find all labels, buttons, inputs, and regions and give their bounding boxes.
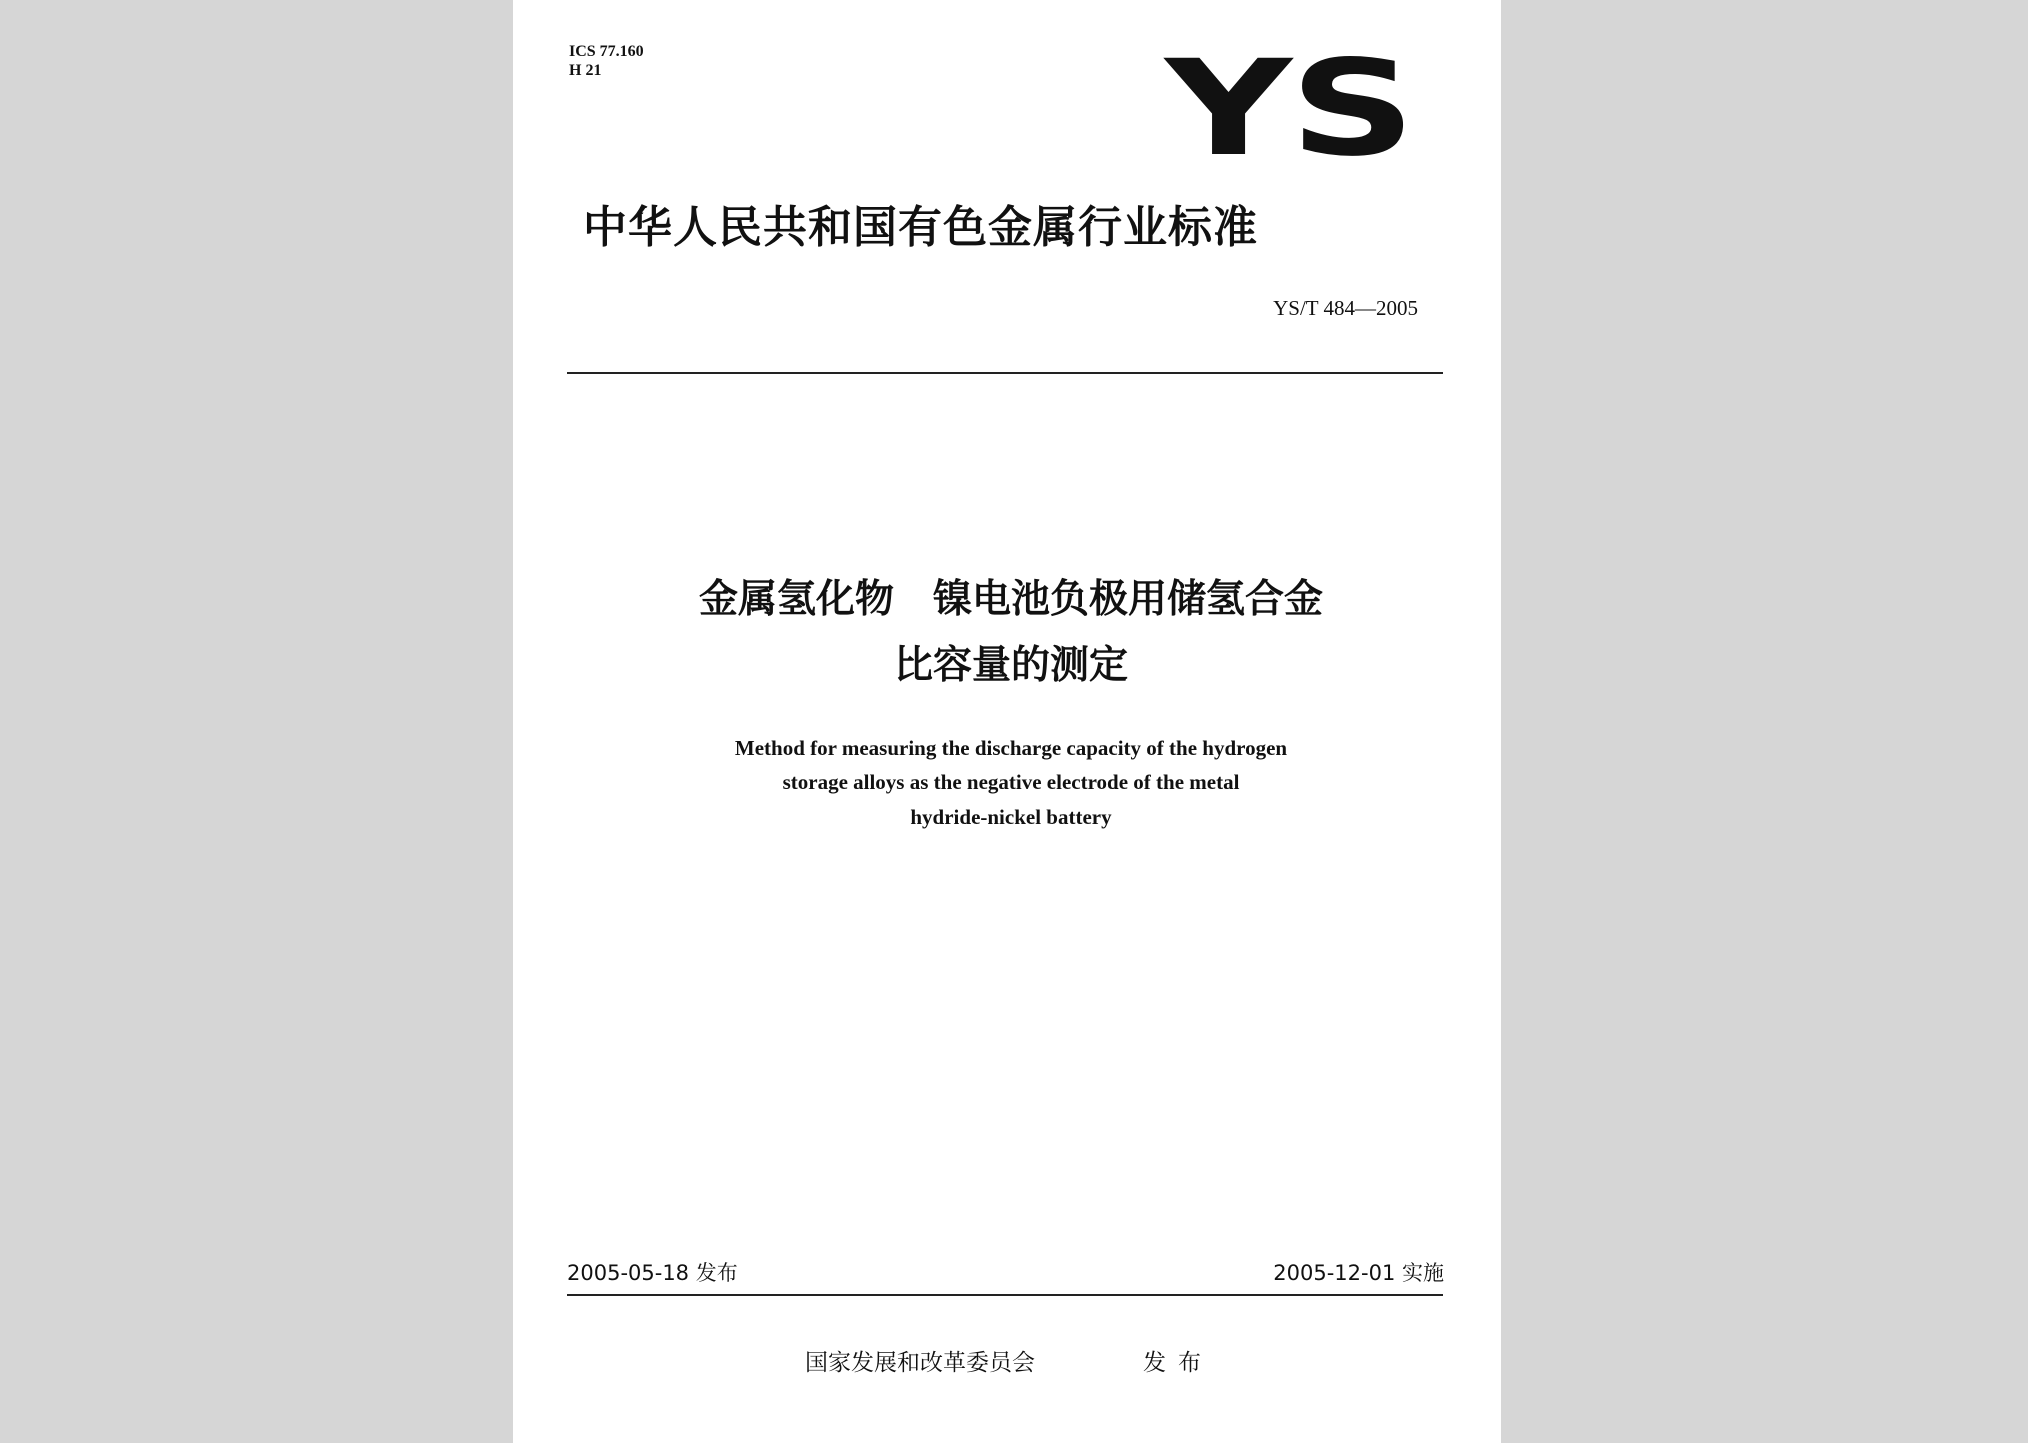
top-divider — [567, 372, 1443, 374]
implementation-date: 2005-12-01 实施 — [1273, 1261, 1444, 1285]
english-title-line-1: Method for measuring the discharge capacity of the hydrogen — [734, 736, 1288, 760]
chinese-title-line-2: 比容量的测定 — [893, 643, 1128, 688]
issue-date: 2005-05-18 发布 — [567, 1261, 738, 1285]
chinese-title-line-1: 金属氢化物 镍电池负极用储氢合金 — [698, 577, 1323, 622]
ccs-code: H 21 — [569, 62, 602, 79]
industry-standard-title: 中华人民共和国有色金属行业标准 — [583, 202, 1258, 253]
bottom-divider — [567, 1294, 1443, 1296]
ics-code: ICS 77.160 — [569, 43, 644, 60]
document-page — [513, 0, 1501, 1443]
ys-logo: YS — [1165, 32, 1414, 186]
english-title-line-3: hydride-nickel battery — [910, 805, 1112, 829]
english-title-line-2: storage alloys as the negative electrode of the metal — [782, 770, 1240, 794]
standard-number: YS/T 484—2005 — [1273, 296, 1418, 320]
publish-label: 发布 — [1143, 1350, 1213, 1376]
publisher-name: 国家发展和改革委员会 — [805, 1350, 1035, 1376]
